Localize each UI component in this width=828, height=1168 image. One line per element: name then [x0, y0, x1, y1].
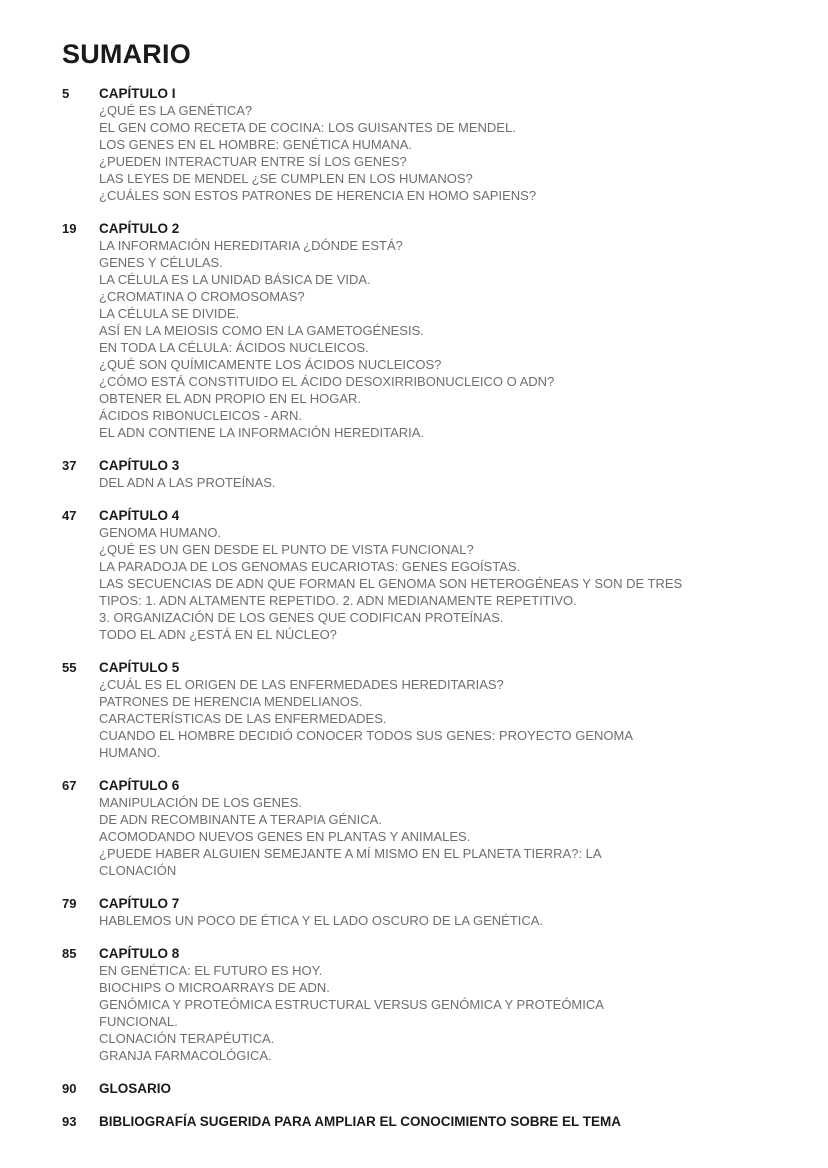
section-body	[99, 1080, 782, 1097]
page-title: SUMARIO	[62, 39, 191, 69]
section-item[interactable]: BIOCHIPS O MICROARRAYS DE ADN.	[99, 980, 330, 995]
section-item[interactable]: EL ADN CONTIENE LA INFORMACIÓN HEREDITARIA.	[99, 425, 425, 440]
section-item[interactable]: LA INFORMACIÓN HEREDITARIA ¿DÓNDE ESTÁ?	[99, 238, 403, 253]
page-number: 93	[62, 1114, 77, 1129]
section-body	[99, 659, 782, 761]
section-item[interactable]: ¿CUÁL ES EL ORIGEN DE LAS ENFERMEDADES HEREDITARIAS?	[99, 677, 504, 692]
section-item[interactable]: TODO EL ADN ¿ESTÁ EN EL NÚCLEO?	[99, 627, 337, 642]
section-heading[interactable]: BIBLIOGRAFÍA SUGERIDA PARA AMPLIAR EL CONOCIMIENTO SOBRE EL TEMA	[99, 1114, 622, 1129]
section-item[interactable]: FUNCIONAL.	[99, 1014, 178, 1029]
section-heading[interactable]: CAPÍTULO 6	[99, 778, 180, 793]
section-item[interactable]: ¿CUÁLES SON ESTOS PATRONES DE HERENCIA EN HOMO SAPIENS?	[99, 188, 537, 203]
toc-section[interactable]	[62, 507, 782, 643]
section-item[interactable]: OBTENER EL ADN PROPIO EN EL HOGAR.	[99, 391, 361, 406]
toc-section[interactable]	[62, 945, 782, 1064]
page-number: 47	[62, 508, 77, 523]
page-number: 37	[62, 458, 77, 473]
section-item[interactable]: GRANJA FARMACOLÓGICA.	[99, 1048, 272, 1063]
section-item[interactable]: 3. ORGANIZACIÓN DE LOS GENES QUE CODIFICAN PROTEÍNAS.	[99, 610, 504, 625]
page-number: 79	[62, 896, 77, 911]
section-item[interactable]: LA PARADOJA DE LOS GENOMAS EUCARIOTAS: GENES EGOÍSTAS.	[99, 559, 521, 574]
section-body	[99, 777, 782, 879]
section-item[interactable]: CLONACIÓN	[99, 863, 177, 878]
section-body	[99, 895, 782, 929]
section-item[interactable]: LAS LEYES DE MENDEL ¿SE CUMPLEN EN LOS HUMANOS?	[99, 171, 473, 186]
section-item[interactable]: ¿CROMATINA O CROMOSOMAS?	[99, 289, 305, 304]
section-item[interactable]: MANIPULACIÓN DE LOS GENES.	[99, 795, 302, 810]
toc-section[interactable]	[62, 777, 782, 879]
section-item[interactable]: GENÓMICA Y PROTEÓMICA ESTRUCTURAL VERSUS GENÓMICA Y PROTEÓMICA	[99, 997, 604, 1012]
section-item[interactable]: ¿PUEDEN INTERACTUAR ENTRE SÍ LOS GENES?	[99, 154, 407, 169]
page-number: 5	[62, 86, 70, 101]
toc-section[interactable]	[62, 457, 782, 491]
section-heading[interactable]: CAPÍTULO 5	[99, 660, 180, 675]
section-item[interactable]: GENOMA HUMANO.	[99, 525, 222, 540]
section-item[interactable]: ¿CÓMO ESTÁ CONSTITUIDO EL ÁCIDO DESOXIRRIBONUCLEICO O ADN?	[99, 374, 555, 389]
section-heading[interactable]: GLOSARIO	[99, 1081, 172, 1096]
toc-section[interactable]	[62, 220, 782, 441]
section-item[interactable]: ACOMODANDO NUEVOS GENES EN PLANTAS Y ANIMALES.	[99, 829, 471, 844]
section-body	[99, 1113, 782, 1130]
section-body	[99, 945, 782, 1064]
section-item[interactable]: ¿PUEDE HABER ALGUIEN SEMEJANTE A MÍ MISMO EN EL PLANETA TIERRA?: LA	[99, 846, 602, 861]
page-number: 55	[62, 660, 77, 675]
section-item[interactable]: EN GENÉTICA: EL FUTURO ES HOY.	[99, 963, 323, 978]
toc-section[interactable]	[62, 1080, 782, 1097]
toc-section[interactable]	[62, 85, 782, 204]
page-number: 67	[62, 778, 77, 793]
page-number: 85	[62, 946, 77, 961]
sections-list	[62, 85, 782, 1130]
section-item[interactable]: LA CÉLULA SE DIVIDE.	[99, 306, 240, 321]
section-body	[99, 220, 782, 441]
table-of-contents	[62, 38, 782, 1146]
toc-section[interactable]	[62, 1113, 782, 1130]
section-item[interactable]: LOS GENES EN EL HOMBRE: GENÉTICA HUMANA.	[99, 137, 413, 152]
section-item[interactable]: CLONACIÓN TERAPÉUTICA.	[99, 1031, 275, 1046]
section-item[interactable]: EL GEN COMO RECETA DE COCINA: LOS GUISANTES DE MENDEL.	[99, 120, 516, 135]
toc-section[interactable]	[62, 659, 782, 761]
section-item[interactable]: GENES Y CÉLULAS.	[99, 255, 223, 270]
section-item[interactable]: ÁCIDOS RIBONUCLEICOS - ARN.	[99, 408, 302, 423]
toc-section[interactable]	[62, 895, 782, 929]
section-item[interactable]: ¿QUÉ SON QUÍMICAMENTE LOS ÁCIDOS NUCLEICOS?	[99, 357, 442, 372]
section-item[interactable]: ASÍ EN LA MEIOSIS COMO EN LA GAMETOGÉNESIS.	[99, 323, 424, 338]
section-item[interactable]: ¿QUÉ ES UN GEN DESDE EL PUNTO DE VISTA FUNCIONAL?	[99, 542, 474, 557]
section-heading[interactable]: CAPÍTULO 4	[99, 508, 180, 523]
section-item[interactable]: EN TODA LA CÉLULA: ÁCIDOS NUCLEICOS.	[99, 340, 369, 355]
section-heading[interactable]: CAPÍTULO 7	[99, 896, 180, 911]
section-item[interactable]: DEL ADN A LAS PROTEÍNAS.	[99, 475, 276, 490]
section-body	[99, 457, 782, 491]
section-body	[99, 85, 782, 204]
section-item[interactable]: PATRONES DE HERENCIA MENDELIANOS.	[99, 694, 363, 709]
page-number: 90	[62, 1081, 77, 1096]
section-heading[interactable]: CAPÍTULO I	[99, 86, 176, 101]
section-item[interactable]: CUANDO EL HOMBRE DECIDIÓ CONOCER TODOS SUS GENES: PROYECTO GENOMA	[99, 728, 634, 743]
section-item[interactable]: DE ADN RECOMBINANTE A TERAPIA GÉNICA.	[99, 812, 382, 827]
section-heading[interactable]: CAPÍTULO 8	[99, 946, 180, 961]
section-heading[interactable]: CAPÍTULO 3	[99, 458, 180, 473]
section-item[interactable]: TIPOS: 1. ADN ALTAMENTE REPETIDO. 2. ADN MEDIANAMENTE REPETITIVO.	[99, 593, 577, 608]
section-item[interactable]: ¿QUÉ ES LA GENÉTICA?	[99, 103, 253, 118]
section-body	[99, 507, 782, 643]
section-item[interactable]: HABLEMOS UN POCO DE ÉTICA Y EL LADO OSCURO DE LA GENÉTICA.	[99, 913, 544, 928]
page-number: 19	[62, 221, 77, 236]
section-heading[interactable]: CAPÍTULO 2	[99, 221, 180, 236]
section-item[interactable]: HUMANO.	[99, 745, 161, 760]
section-item[interactable]: LA CÉLULA ES LA UNIDAD BÁSICA DE VIDA.	[99, 272, 371, 287]
section-item[interactable]: LAS SECUENCIAS DE ADN QUE FORMAN EL GENOMA SON HETEROGÉNEAS Y SON DE TRES	[99, 576, 683, 591]
section-item[interactable]: CARACTERÍSTICAS DE LAS ENFERMEDADES.	[99, 711, 387, 726]
